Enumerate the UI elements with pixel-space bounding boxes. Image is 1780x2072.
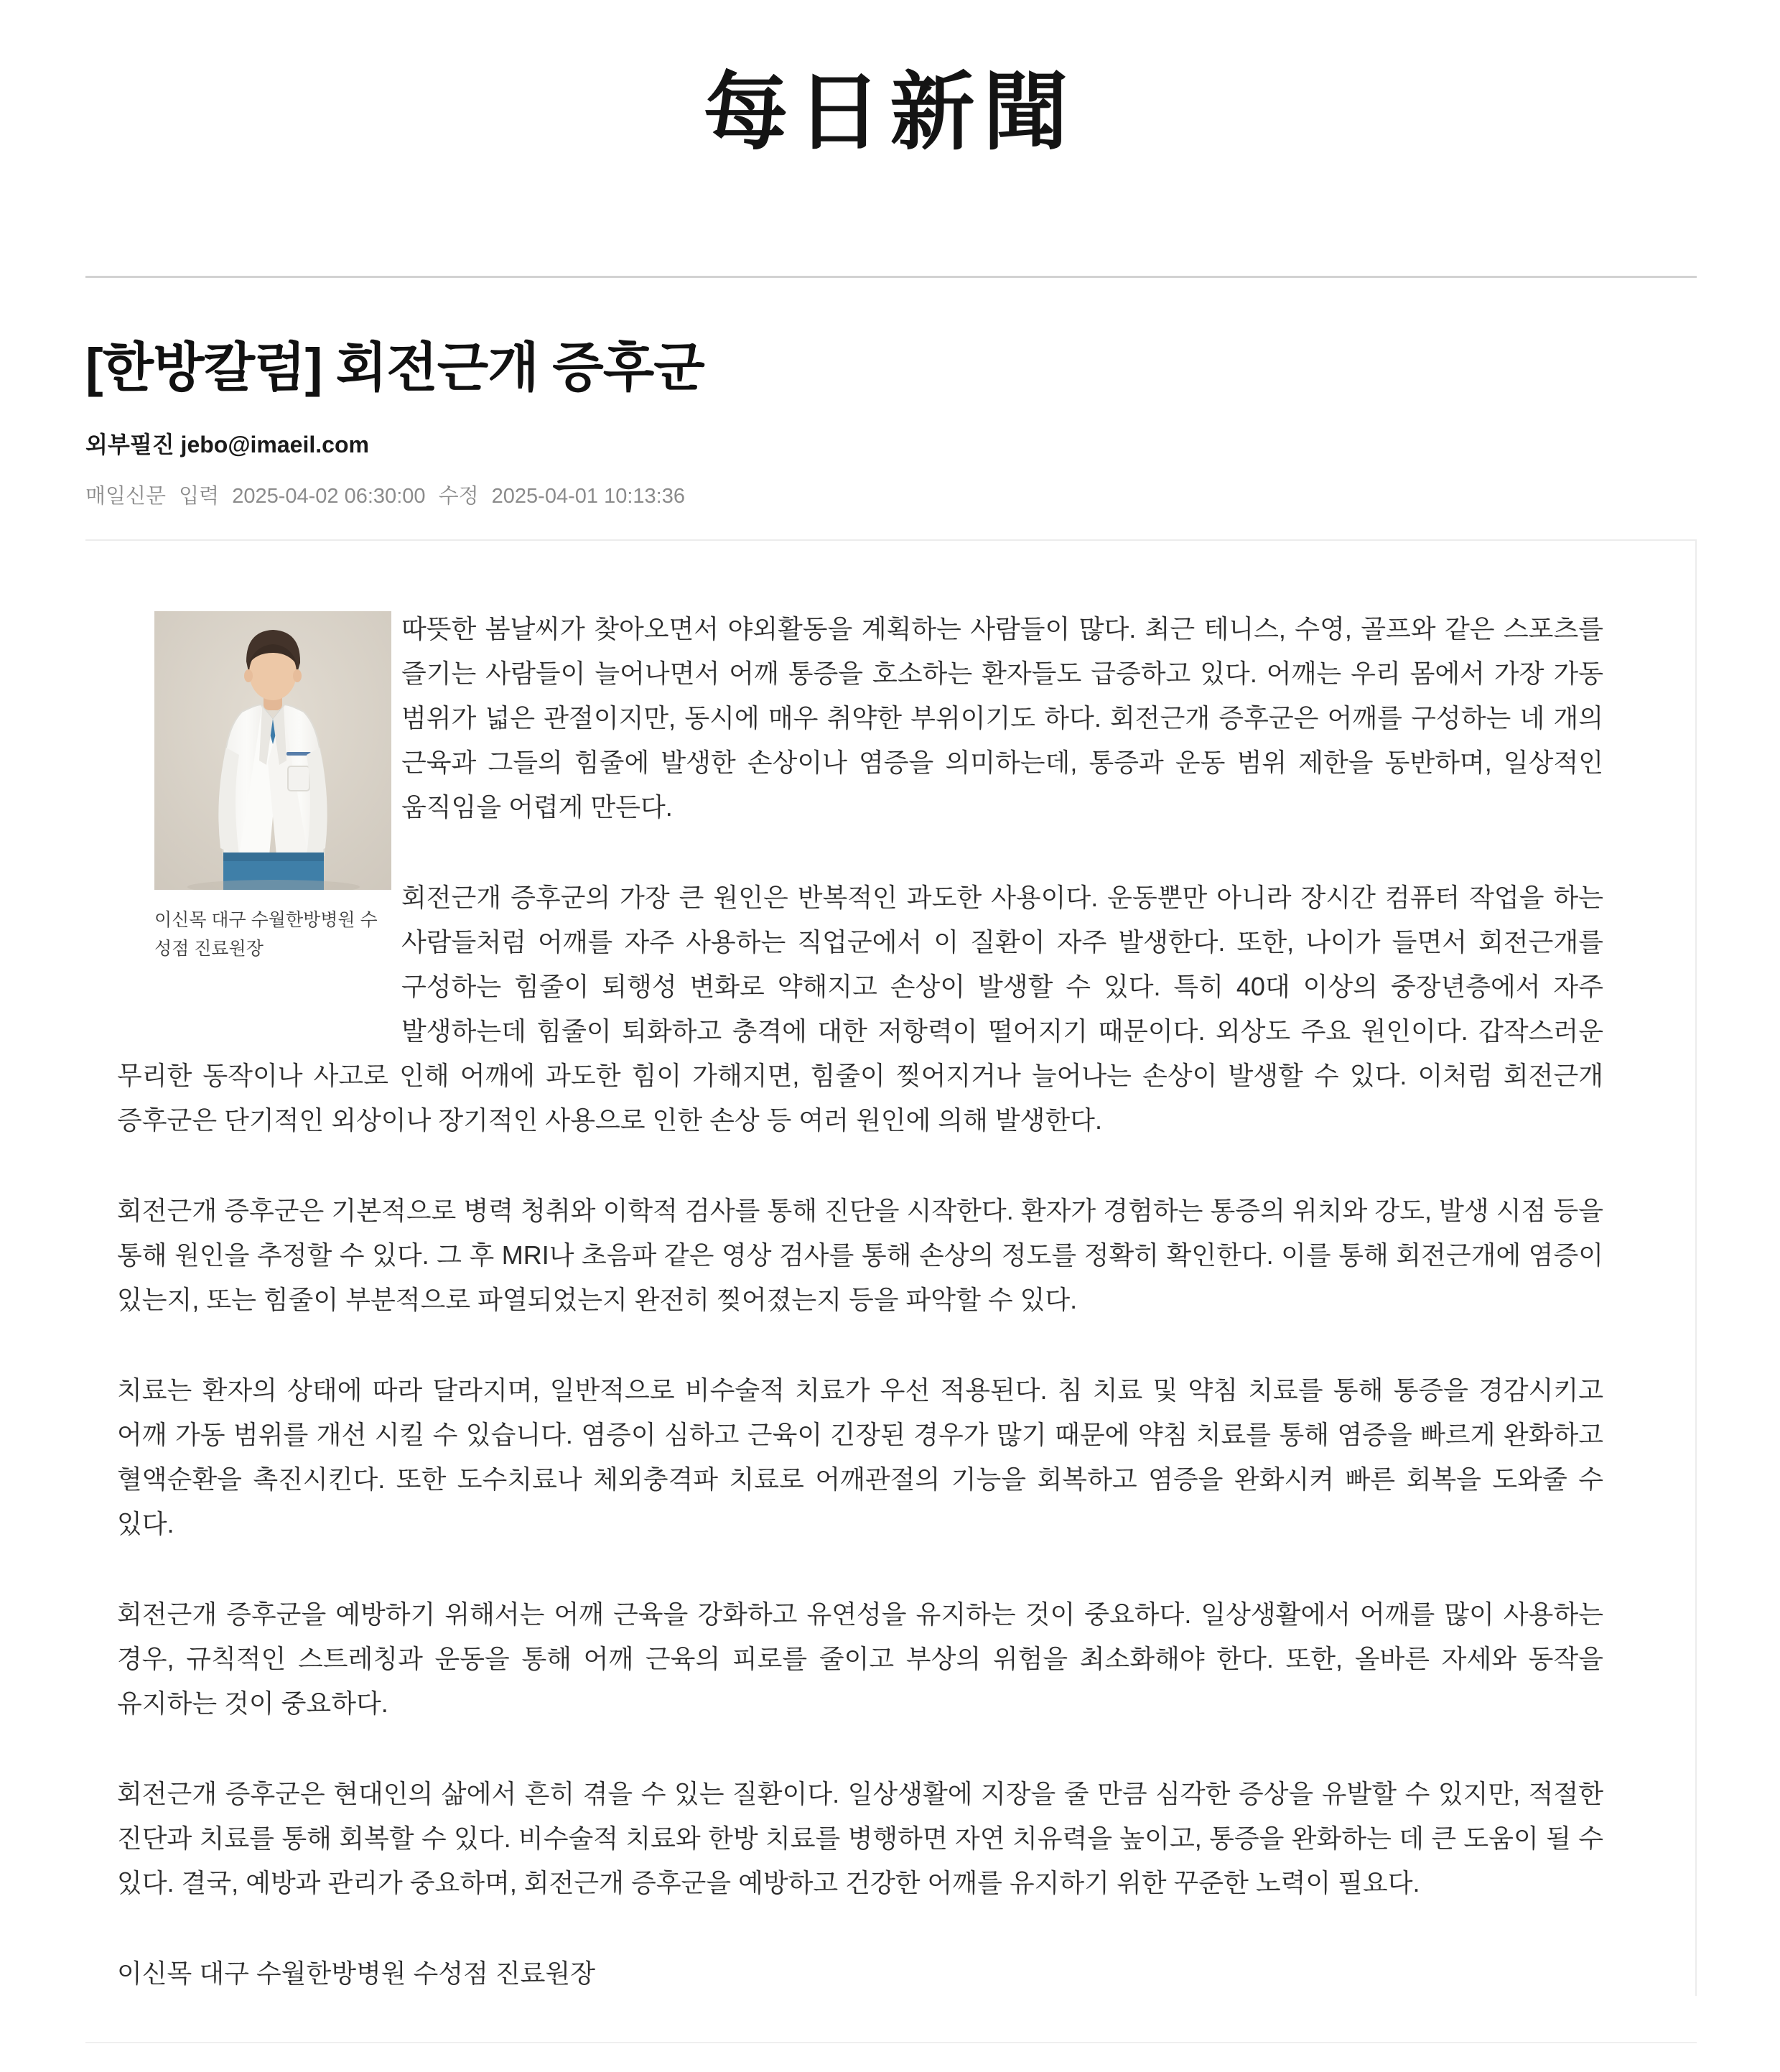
byline-author: 외부필진 [85, 431, 174, 457]
maeil-shinmun-logo[interactable]: 每日新聞 [703, 62, 1077, 162]
article-paragraph: 회전근개 증후군을 예방하기 위해서는 어깨 근육을 강화하고 유연성을 유지하는 것이 중요하다. 일상생활에서 어깨를 많이 사용하는 경우, 규칙적인 스트레칭과 운동을 통해 어깨 근육의 피로를 줄이고 부상의 위험을 최소화해야 한다. 또한, 올바른 자세와 동작을 유지하는 것이 중요하다. [117, 1599, 1603, 1718]
article-paragraph: 회전근개 증후군은 현대인의 삶에서 흔히 겪을 수 있는 질환이다. 일상생활에 지장을 줄 만큼 심각한 증상을 유발할 수 있지만, 적절한 진단과 치료를 통해 회복할 수 있다. 비수술적 치료와 한방 치료를 병행하면 자연 치유력을 높이고, 통증을 완화하는 데 큰 도움이 될 수 있다. 결국, 예방과 관리가 중요하며, 회전근개 증후군을 예방하고 건강한 어깨를 유지하기 위한 꾸준한 노력이 필요다. [117, 1778, 1603, 1897]
content-column [85, 276, 1697, 2043]
meta-input-datetime: 2025-04-02 06:30:00 [232, 484, 426, 508]
meta-input-label: 입력 [179, 484, 220, 508]
byline [85, 427, 1697, 460]
article-meta [85, 480, 1697, 539]
meta-source: 매일신문 [85, 484, 167, 508]
byline-email-link[interactable]: jebo@imaeil.com [180, 431, 369, 457]
doctor-portrait-photo [154, 611, 391, 890]
article-title: [한방칼럼] 회전근개 증후군 [85, 337, 704, 397]
article-paragraph: 회전근개 증후군의 가장 큰 원인은 반복적인 과도한 사용이다. 운동뿐만 아니라 장시간 컴퓨터 작업을 하는 사람들처럼 어깨를 자주 사용하는 직업군에서 이 질환이 자주 발생한다. 또한, 나이가 들면서 회전근개를 구성하는 힘줄이 퇴행성 변화로 약해지고 손상이 발생할 수 있다. 특히 40대 이상의 중장년층에서 자주 발생하는데 힘줄이 퇴화하고 충격에 대한 저항력이 떨어지기 때문이다. 외상도 주요 원인이다. 갑작스러운 무리한 동작이나 사고로 인해 어깨에 과도한 힘이 가해지면, 힘줄이 찢어지거나 늘어나는 손상이 발생할 수 있다. 이처럼 회전근개 증후군은 단기적인 외상이나 장기적인 사용으로 인한 손상 등 여러 원인에 의해 발생한다. [117, 882, 1603, 1135]
masthead [0, 0, 1780, 161]
article-paragraph: 따뜻한 봄날씨가 찾아오면서 야외활동을 계획하는 사람들이 많다. 최근 테니스, 수영, 골프와 같은 스포츠를 즐기는 사람들이 늘어나면서 어깨 통증을 호소하는 환자들도 급증하고 있다. 어깨는 우리 몸에서 가장 가동 범위가 넓은 관절이지만, 동시에 매우 취약한 부위이기도 하다. 회전근개 증후군은 어깨를 구성하는 네 개의 근육과 그들의 힘줄에 발생한 손상이나 염증을 의미하는데, 통증과 운동 범위 제한을 동반하며, 일상적인 움직임을 어렵게 만든다. [401, 613, 1603, 822]
article-paragraph: 회전근개 증후군은 기본적으로 병력 청취와 이학적 검사를 통해 진단을 시작한다. 환자가 경험하는 통증의 위치와 강도, 발생 시점 등을 통해 원인을 추정할 수 있다. 그 후 MRI나 초음파 같은 영상 검사를 통해 손상의 정도를 정확히 확인한다. 이를 통해 회전근개에 염증이 있는지, 또는 힘줄이 부분적으로 파열되었는지 완전히 찢어졌는지 등을 파악할 수 있다. [117, 1195, 1603, 1314]
bottom-whitespace [0, 2043, 1780, 2072]
article-paragraph: 치료는 환자의 상태에 따라 달라지며, 일반적으로 비수술적 치료가 우선 적용된다. 침 치료 및 약침 치료를 통해 통증을 경감시키고 어깨 가동 범위를 개선 시킬 수 있습니다. 염증이 심하고 근육이 긴장된 경우가 많기 때문에 약침 치료를 통해 염증을 빠르게 완화하고 혈액순환을 촉진시킨다. 또한 도수치료나 체외충격파 치료로 어깨관절의 기능을 회복하고 염증을 완화시켜 빠른 회복을 도와줄 수 있다. [117, 1375, 1603, 1538]
article-header [85, 278, 1697, 539]
meta-updated-datetime: 2025-04-01 10:13:36 [491, 484, 685, 508]
photo-caption-line2: 성점 진료원장 [154, 938, 264, 959]
meta-updated-label: 수정 [438, 484, 479, 508]
article-closing-byline: 이신목 대구 수월한방병원 수성점 진료원장 [117, 1958, 595, 1988]
article-body [85, 541, 1697, 1996]
author-photo-figure [154, 611, 391, 963]
photo-caption [154, 906, 391, 963]
photo-caption-line1: 이신목 대구 수월한방병원 수 [154, 909, 378, 930]
